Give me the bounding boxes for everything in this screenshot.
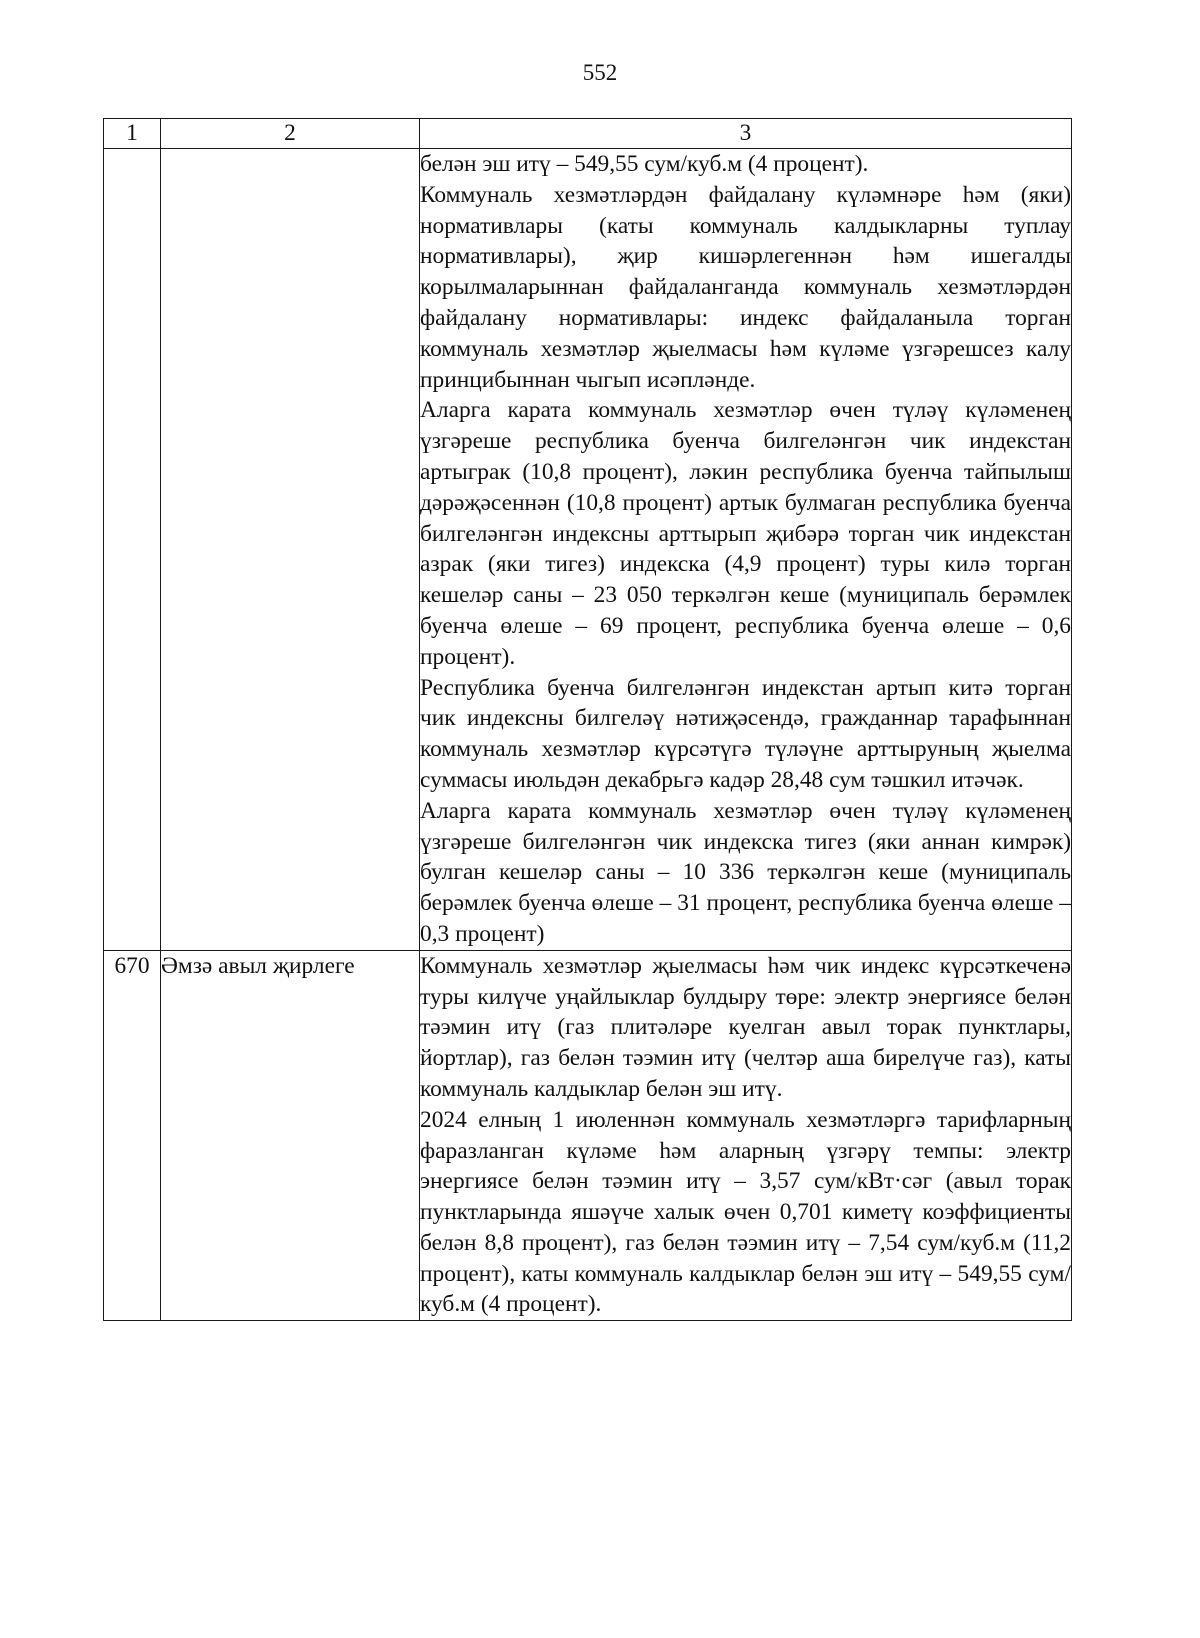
column-header-3: 3 [420, 119, 1072, 149]
row-description [420, 950, 1072, 1321]
row-description [420, 149, 1072, 951]
settlement-name [161, 149, 420, 951]
row-number: 670 [104, 950, 161, 1321]
table-row-670 [104, 950, 1072, 1321]
paragraph: 2024 елның 1 июленнән коммуналь хезмәтләргә тарифларның фаразланган күләме һәм аларның үзгәрү темпы: электр энергиясе белән тәэмин итү – 3,57 сум/кВт·сәг (авыл торак пунктларында яшәүче халык өчен 0,701 киметү коэффициенты белән 8,8 процент), газ белән тәэмин итү – 7,54 сум/куб.м (11,2 процент), каты коммуналь калдыклар белән эш итү – 549,55 сум/куб.м (4 процент). [420, 1106, 1071, 1318]
document-table [103, 118, 1072, 1321]
column-header-1: 1 [104, 119, 161, 149]
column-header-2: 2 [161, 119, 420, 149]
paragraph: Коммуналь хезмәтләрдән файдалану күләмнәре һәм (яки) нормативлары (каты коммуналь калдыкларны туплау нормативлары), җир кишәрлегеннән һәм ишегалды корылмаларыннан файдаланганда коммуналь хезмәтләрдән файдалану нормативлары: индекс файдаланыла торган коммуналь хезмәтләр җыелмасы һәм күләме үзгәрешсез калу принцибыннан чыгып исәпләнде. [420, 181, 1071, 393]
paragraph: Республика буенча билгеләнгән индекстан артып китә торган чик индексны билгеләү нәтиҗәсендә, гражданнар тарафыннан коммуналь хезмәтләр күрсәтүгә түләүне арттыруның җыелма суммасы июльдән декабрьгә кадәр 28,48 сум тәшкил итәчәк. [420, 674, 1071, 793]
row-number [104, 149, 161, 951]
paragraph: Коммуналь хезмәтләр җыелмасы һәм чик индекс күрсәткеченә туры килүче уңайлыклар булдыру төре: электр энергиясе белән тәэмин итү (газ плитәләре куелган авыл торак пунктлары, йортлар), газ белән тәэмин итү (челтәр аша бирелүче газ), каты коммуналь калдыклар белән эш итү. [420, 952, 1071, 1102]
table-row-continued [104, 149, 1072, 951]
paragraph: белән эш итү – 549,55 сум/куб.м (4 процент). [420, 151, 869, 177]
settlement-name: Әмзә авыл җирлеге [161, 950, 420, 1321]
paragraph: Аларга карата коммуналь хезмәтләр өчен түләү күләменең үзгәреше республика буенча билгеләнгән чик индекстан артыграк (10,8 процент), ләкин республика буенча тайпылыш дәрәҗәсеннән (10,8 процент) артык булмаган республика буенча билгеләнгән индексны арттырып җибәрә торган чик индекстан азрак (яки тигез) индекска (4,9 процент) туры килә торган кешеләр саны – 23 050 теркәлгән кеше (муниципаль берәмлек буенча өлеше – 69 процент, республика буенча өлеше – 0,6 процент). [420, 397, 1071, 670]
page-number: 552 [582, 60, 618, 85]
table-header-row [104, 119, 1072, 149]
paragraph: Аларга карата коммуналь хезмәтләр өчен түләү күләменең үзгәреше билгеләнгән чик индекска тигез (яки аннан кимрәк) булган кешеләр саны – 10 336 теркәлгән кеше (муниципаль берәмлек буенча өлеше – 31 процент, республика буенча өлеше – 0,3 процент) [420, 797, 1071, 947]
